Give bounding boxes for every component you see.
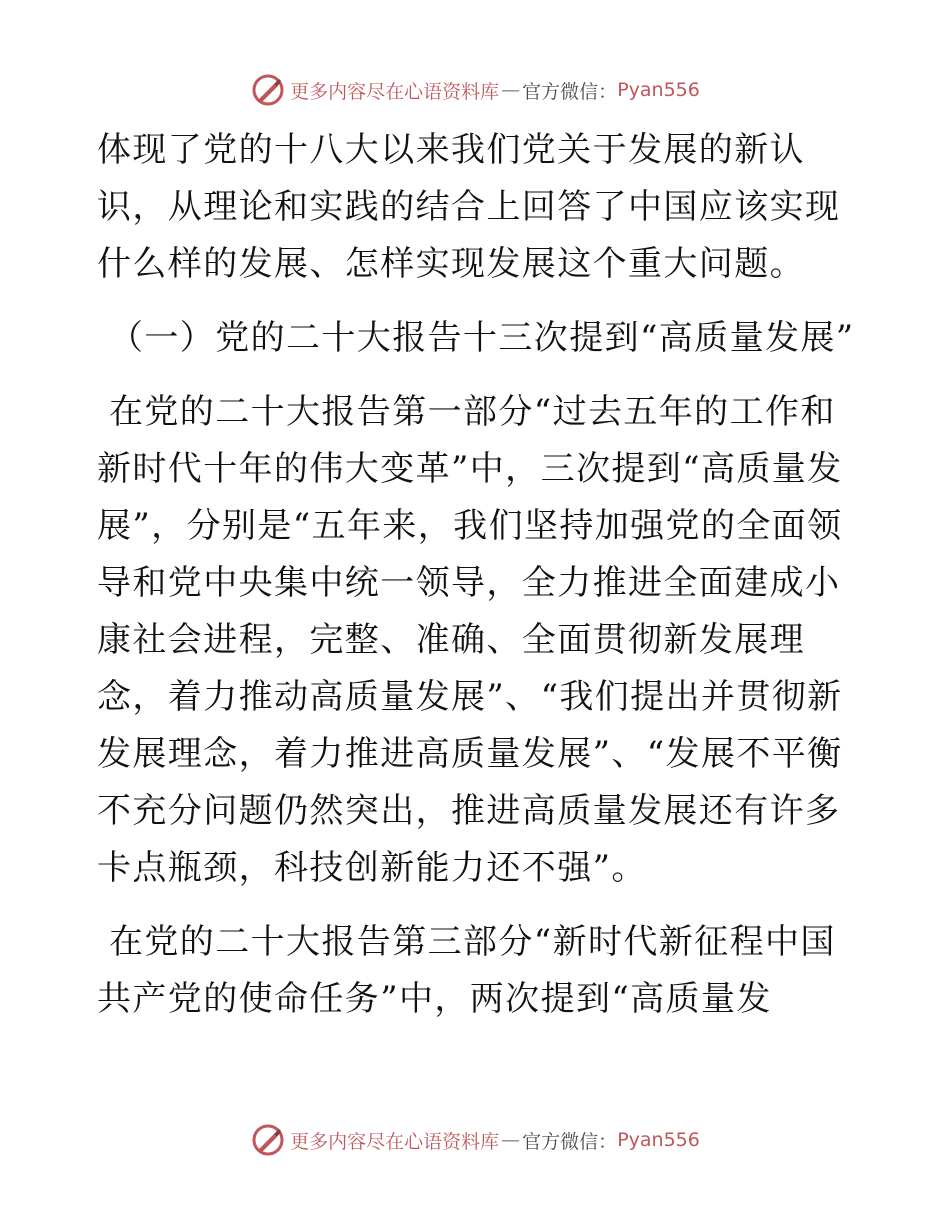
body-paragraph: 在党的二十大报告第三部分“新时代新征程中国共产党的使命任务”中，两次提到“高质量发 xyxy=(97,922,836,1019)
watermark-separator: — xyxy=(501,1129,521,1151)
document-body xyxy=(97,122,867,1028)
watermark-wechat-id: Pyan556 xyxy=(617,1129,700,1151)
watermark-brand-text: 更多内容尽在心语资料库 xyxy=(290,80,500,103)
section-heading: （一）党的二十大报告十三次提到“高质量发展” xyxy=(109,318,855,358)
header-watermark xyxy=(0,70,950,110)
pen-circle-logo-icon xyxy=(250,72,286,108)
watermark-brand-text: 更多内容尽在心语资料库 xyxy=(290,1130,500,1153)
pen-circle-logo-icon xyxy=(250,1122,286,1158)
body-paragraph: 在党的二十大报告第一部分“过去五年的工作和新时代十年的伟大变革”中，三次提到“高质量发展”，分别是“五年来，我们坚持加强党的全面领导和党中央集中统一领导，全力推进全面建成小康社会进程，完整、准确、全面贯彻新发展理念，着力推动高质量发展”、“我们提出并贯彻新发展理念，着力推进高质量发展”、“发展不平衡不充分问题仍然突出，推进高质量发展还有许多卡点瓶颈，科技创新能力还不强”。 xyxy=(97,392,843,888)
watermark-wechat-id: Pyan556 xyxy=(617,79,700,101)
watermark-official-label: 官方微信： xyxy=(522,1130,618,1153)
footer-watermark xyxy=(0,1120,950,1160)
body-paragraph-continuation: 体现了党的十八大以来我们党关于发展的新认识，从理论和实践的结合上回答了中国应该实现什么样的发展、怎样实现发展这个重大问题。 xyxy=(97,130,841,284)
watermark-official-label: 官方微信： xyxy=(522,80,618,103)
watermark-separator: — xyxy=(501,79,521,101)
